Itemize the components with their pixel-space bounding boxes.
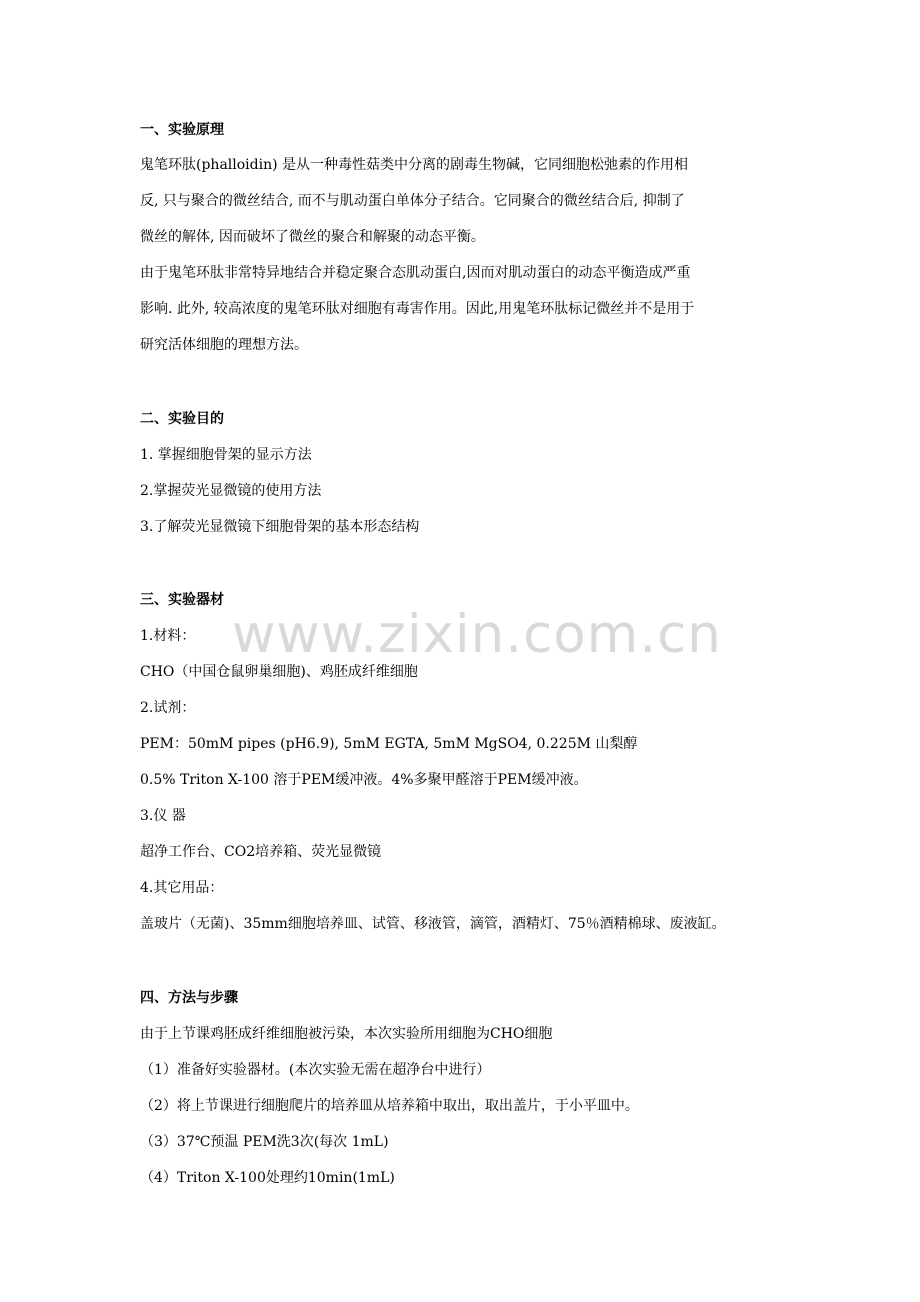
step-item: （2）将上节课进行细胞爬片的培养皿从培养箱中取出，取出盖片，于小平皿中。 [140,1098,639,1114]
paragraph-line: 影响. 此外, 较高浓度的鬼笔环肽对细胞有毒害作用。因此,用鬼笔环肽标记微丝并不是用于 [140,301,695,317]
list-item: 2.试剂： [140,700,196,716]
step-item: （1）准备好实验器材。(本次实验无需在超净台中进行） [140,1062,491,1078]
list-item: 3.了解荧光显微镜下细胞骨架的基本形态结构 [140,519,420,535]
paragraph-line: 微丝的解体, 因而破坏了微丝的聚合和解聚的动态平衡。 [140,229,485,245]
paragraph-line: 由于鬼笔环肽非常特异地结合并稳定聚合态肌动蛋白,因而对肌动蛋白的动态平衡造成严重 [140,265,691,281]
step-item: （3）37℃预温 PEM洗3次(每次 1mL) [140,1134,389,1150]
step-item: （4）Triton X-100处理约10min(1mL) [140,1170,395,1186]
paragraph-line: 鬼笔环肽(phalloidin) 是从一种毒性菇类中分离的剧毒生物碱，它同细胞松弛素的作用相 [140,157,689,173]
section-heading-purpose: 二、实验目的 [140,411,224,427]
list-item: PEM：50mM pipes (pH6.9), 5mM EGTA, 5mM MgSO4, 0.225M 山梨醇 [140,736,638,752]
list-item: 1.材料： [140,628,196,644]
section-heading-materials: 三、实验器材 [140,592,224,608]
section-heading-principle: 一、实验原理 [140,122,224,138]
section-heading-methods: 四、方法与步骤 [140,990,238,1006]
paragraph-line: 由于上节课鸡胚成纤维细胞被污染，本次实验所用细胞为CHO细胞 [140,1026,553,1042]
list-item: 盖玻片（无菌)、35mm细胞培养皿、试管、移液管，滴管，酒精灯、75％酒精棉球、废液缸。 [140,916,726,932]
list-item: 1. 掌握细胞骨架的显示方法 [140,447,312,463]
list-item: 3.仪 器 [140,808,186,824]
list-item: 超净工作台、CO2培养箱、荧光显微镜 [140,844,382,860]
watermark: www.zixin.com.cn [232,604,722,665]
paragraph-line: 反, 只与聚合的微丝结合, 而不与肌动蛋白单体分子结合。它同聚合的微丝结合后, 抑制了 [140,193,685,209]
list-item: 2.掌握荧光显微镜的使用方法 [140,483,322,499]
paragraph-line: 研究活体细胞的理想方法。 [140,337,308,353]
list-item: CHO（中国仓鼠卵巢细胞)、鸡胚成纤维细胞 [140,664,418,680]
list-item: 0.5% Triton X-100 溶于PEM缓冲液。4%多聚甲醛溶于PEM缓冲液。 [140,772,588,788]
list-item: 4.其它用品： [140,880,224,896]
